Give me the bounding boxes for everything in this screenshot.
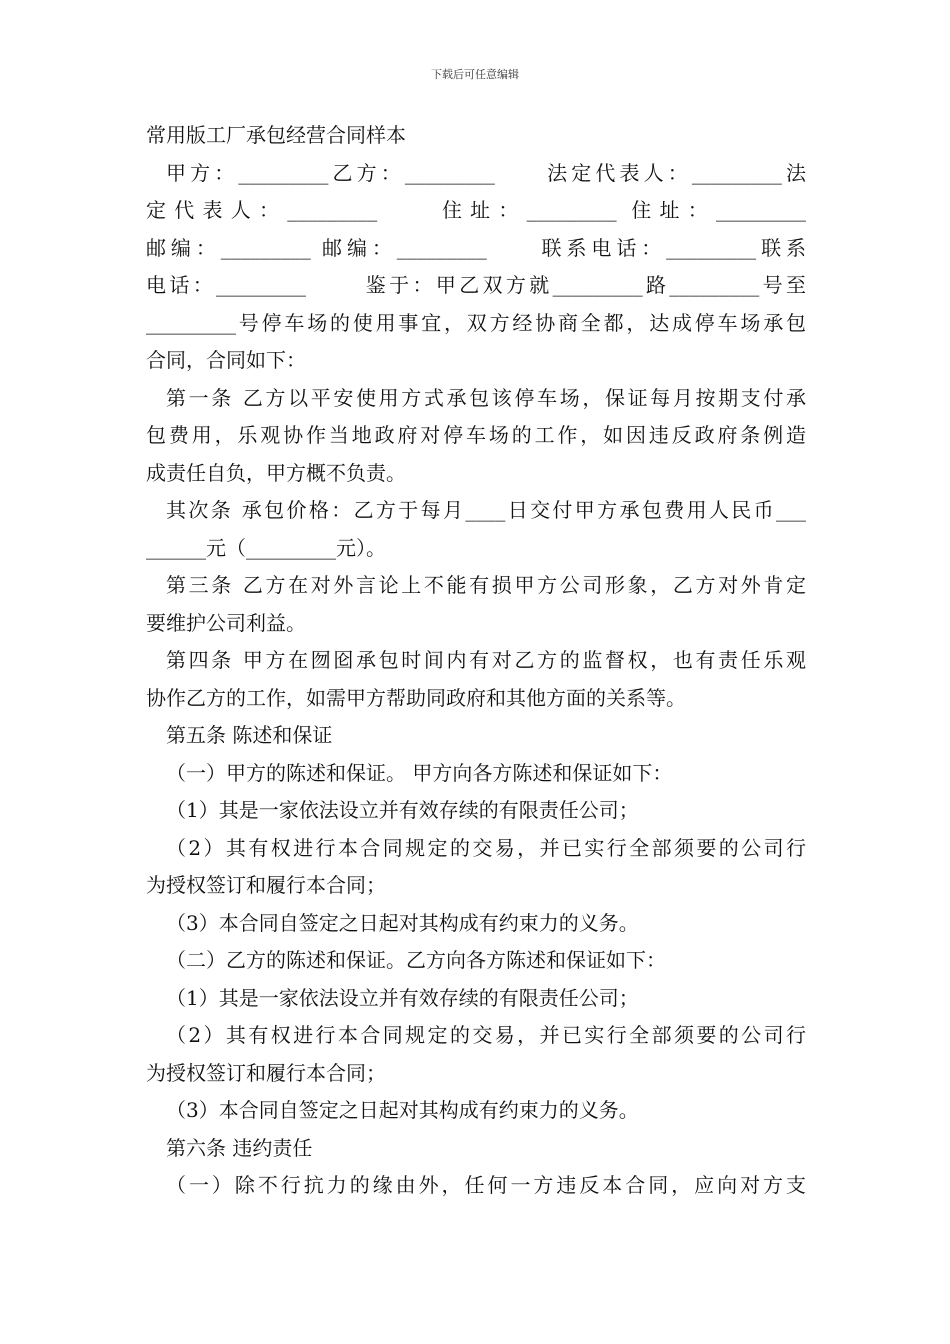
text-line: （2）其有权进行本合同规定的交易，并已实行全部须要的公司行 <box>166 1023 806 1047</box>
text-line: （二）乙方的陈述和保证。乙方向各方陈述和保证如下： <box>166 948 666 972</box>
text-line: （一）除不行抗力的缘由外，任何一方违反本合同，应向对方支 <box>166 1173 806 1197</box>
text-line: 甲方：_________乙方：_________ 法定代表人：_________法 <box>166 160 806 185</box>
text-line: 要维护公司利益。 <box>146 610 306 635</box>
text-line: ______元（_________元）。 <box>146 535 386 560</box>
page-header: 下载后可任意编辑 <box>431 68 519 81</box>
contract-text <box>146 155 806 1205</box>
text-line: 电话：_________ 鉴于：甲乙双方就_________路_________号至 <box>146 273 806 297</box>
text-line: 第一条 乙方以平安使用方式承包该停车场，保证每月按期支付承 <box>166 385 806 410</box>
document-title: 常用版工厂承包经营合同样本 <box>146 123 406 147</box>
text-line: 包费用，乐观协作当地政府对停车场的工作，如因违反政府条例造 <box>146 423 806 447</box>
document-body <box>146 117 806 1205</box>
text-line: 第六条 违约责任 <box>166 1135 313 1160</box>
text-line: _________号停车场的使用事宜，双方经协商全都，达成停车场承包 <box>146 310 806 335</box>
text-line: 合同，合同如下： <box>146 348 306 372</box>
text-line: 为授权签订和履行本合同； <box>146 873 386 897</box>
text-line: 第四条 甲方在囫囵承包时间内有对乙方的监督权，也有责任乐观 <box>166 648 806 672</box>
text-line: 其次条 承包价格：乙方于每月____日交付甲方承包费用人民币___ <box>166 498 806 522</box>
text-line: 第三条 乙方在对外言论上不能有损甲方公司形象，乙方对外肯定 <box>166 573 806 597</box>
text-line: （1）其是一家依法设立并有效存续的有限责任公司； <box>166 798 639 822</box>
text-line: （一）甲方的陈述和保证。 甲方向各方陈述和保证如下： <box>166 760 673 785</box>
text-line: 邮编：_________ 邮编：_________ 联系电话：_________联系 <box>146 235 806 260</box>
text-line: （3）本合同自签定之日起对其构成有约束力的义务。 <box>166 910 639 935</box>
text-line: （3）本合同自签定之日起对其构成有约束力的义务。 <box>166 1098 639 1122</box>
text-line: 成责任自负，甲方概不负责。 <box>146 460 406 485</box>
text-line: 第五条 陈述和保证 <box>166 723 333 747</box>
text-line: （1）其是一家依法设立并有效存续的有限责任公司； <box>166 985 639 1010</box>
text-line: （2）其有权进行本合同规定的交易，并已实行全部须要的公司行 <box>166 835 806 860</box>
text-line: 为授权签订和履行本合同； <box>146 1060 386 1085</box>
text-line: 定代表人：_________ 住址：_________ 住址：_________ <box>146 198 806 222</box>
text-line: 协作乙方的工作，如需甲方帮助同政府和其他方面的关系等。 <box>146 685 686 710</box>
